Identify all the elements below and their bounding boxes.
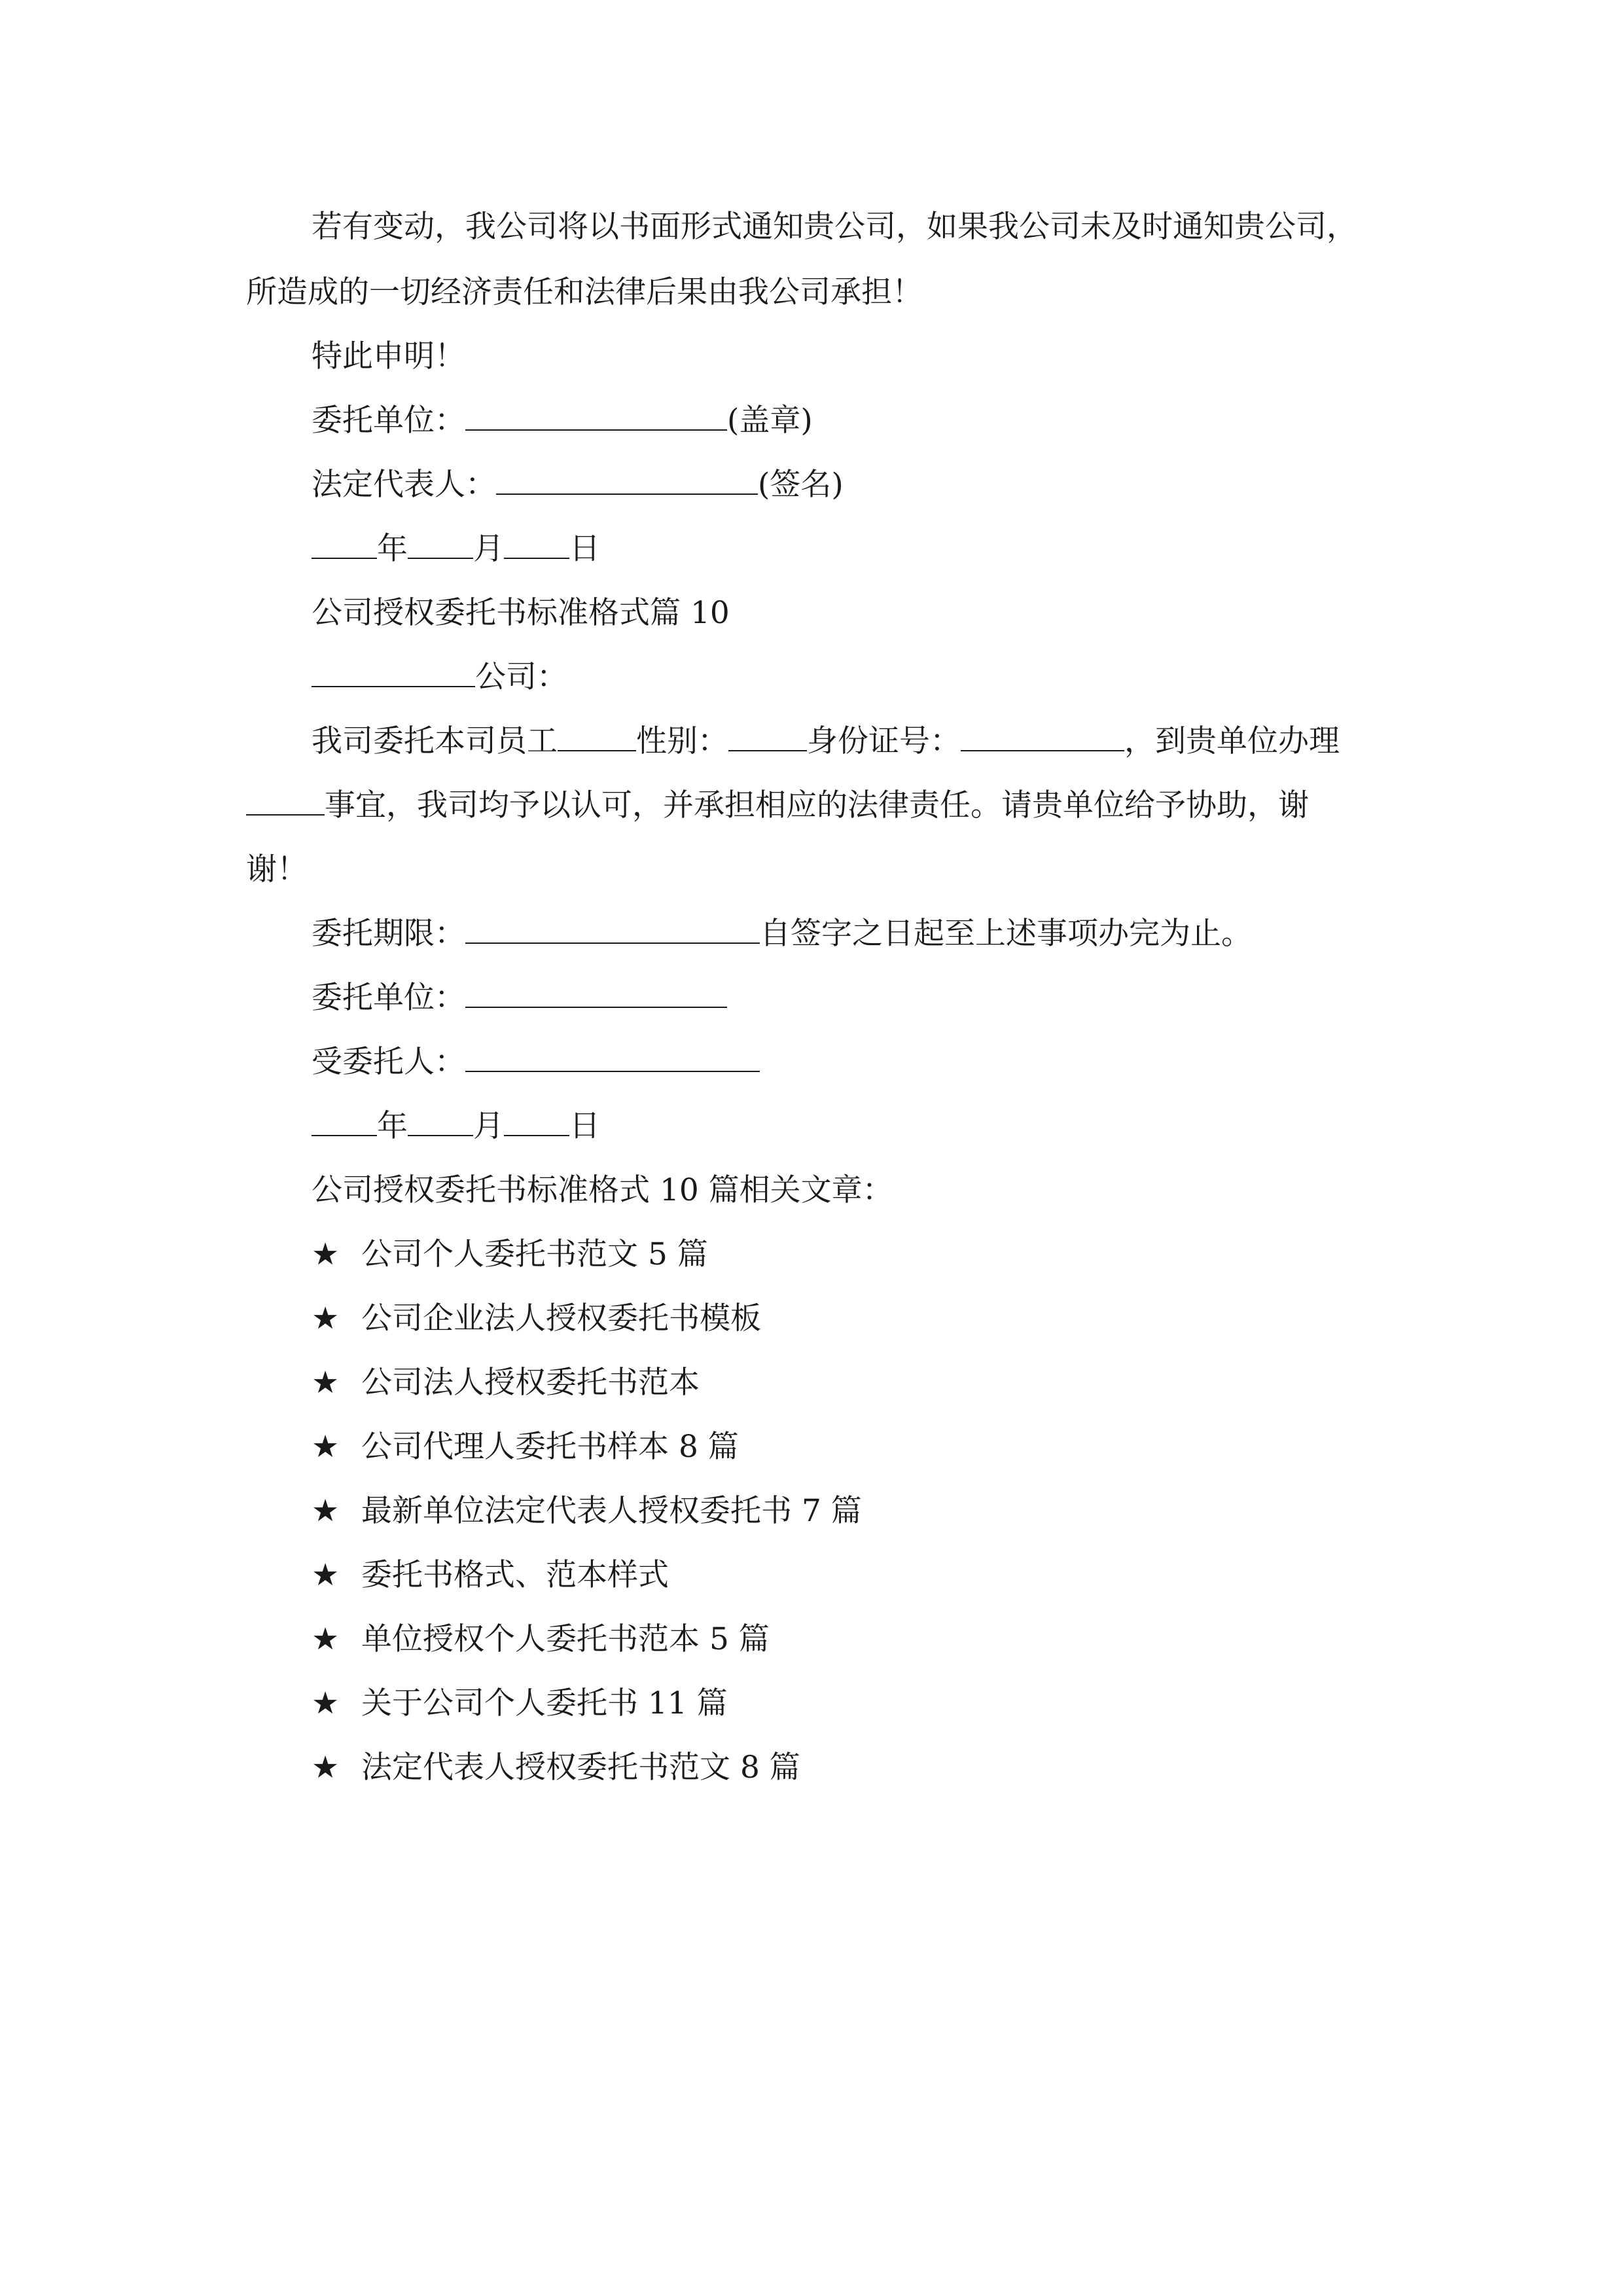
date1-year: 年 xyxy=(377,531,408,567)
related-item[interactable] xyxy=(312,1427,739,1467)
article10-body-line3 xyxy=(246,850,308,889)
date1-line xyxy=(312,529,600,569)
sig1-unit-suffix: (盖章) xyxy=(727,403,813,439)
sig1-rep-suffix: (签名) xyxy=(758,467,844,503)
id-blank xyxy=(961,724,1124,751)
period-label: 委托期限： xyxy=(312,916,465,952)
article10-recipient xyxy=(312,658,567,697)
related-item-link[interactable]: 公司个人委托书范文 5 篇 xyxy=(361,1236,708,1272)
date2-line xyxy=(312,1107,600,1146)
a10-unit-blank xyxy=(465,980,727,1008)
star-icon: ★ xyxy=(312,1236,340,1272)
body-id: 身份证号： xyxy=(807,723,961,759)
related-item-link[interactable]: 公司代理人委托书样本 8 篇 xyxy=(361,1429,739,1465)
a10-unit-label: 委托单位： xyxy=(312,980,465,1016)
related-item[interactable] xyxy=(312,1235,708,1274)
related-item[interactable] xyxy=(312,1620,770,1659)
matter-blank xyxy=(246,788,325,816)
sig1-rep-label: 法定代表人： xyxy=(312,467,496,503)
related-item-link[interactable]: 公司法人授权委托书范本 xyxy=(361,1365,700,1401)
article10-heading-text: 公司授权委托书标准格式篇 10 xyxy=(312,595,730,631)
sig1-unit-line xyxy=(312,401,813,440)
related-item-link[interactable]: 委托书格式、范本样式 xyxy=(361,1557,669,1593)
trustee-label: 受委托人： xyxy=(312,1044,465,1080)
related-item-link[interactable]: 关于公司个人委托书 11 篇 xyxy=(361,1685,728,1721)
body-line3: 谢！ xyxy=(246,852,308,888)
star-icon: ★ xyxy=(312,1749,340,1785)
period-suffix: 自签字之日起至上述事项办完为止。 xyxy=(760,916,1252,952)
trustee-blank xyxy=(465,1045,760,1072)
article10-body-line2 xyxy=(246,786,1309,825)
body-part1: 我司委托本司员工 xyxy=(312,723,558,759)
sig1-unit-label: 委托单位： xyxy=(312,403,465,439)
recipient-blank xyxy=(312,660,475,687)
change-text-1: 若有变动，我公司将以书面形式通知贵公司，如果我公司未及时通知贵公司， xyxy=(312,209,1357,245)
body-gender: 性别： xyxy=(636,723,728,759)
article10-body-line1 xyxy=(312,722,1340,761)
paragraph-change-line2 xyxy=(246,273,923,312)
date2-day-blank xyxy=(504,1109,569,1136)
related-item[interactable] xyxy=(312,1684,728,1723)
date1-day-blank xyxy=(504,531,569,559)
related-item[interactable] xyxy=(312,1363,700,1403)
related-item[interactable] xyxy=(312,1556,669,1595)
body-to: ，到贵单位办理 xyxy=(1124,723,1340,759)
related-heading xyxy=(312,1171,893,1210)
date2-year: 年 xyxy=(377,1108,408,1144)
related-item[interactable] xyxy=(312,1748,800,1787)
date1-day: 日 xyxy=(569,531,600,567)
statement xyxy=(312,337,465,376)
star-icon: ★ xyxy=(312,1685,340,1721)
article10-trustee xyxy=(312,1043,760,1082)
date2-year-blank xyxy=(312,1109,377,1136)
related-item-link[interactable]: 公司企业法人授权委托书模板 xyxy=(361,1300,761,1336)
gender-blank xyxy=(728,724,807,751)
related-heading-text: 公司授权委托书标准格式 10 篇相关文章： xyxy=(312,1172,893,1208)
star-icon: ★ xyxy=(312,1365,340,1401)
date1-month-blank xyxy=(408,531,473,559)
date2-month-blank xyxy=(408,1109,473,1136)
sig1-rep-line xyxy=(312,465,844,505)
related-item-link[interactable]: 最新单位法定代表人授权委托书 7 篇 xyxy=(361,1493,862,1529)
paragraph-change-line1 xyxy=(312,207,1377,247)
related-item[interactable] xyxy=(312,1492,862,1531)
date1-month: 月 xyxy=(473,531,504,567)
date2-month: 月 xyxy=(473,1108,504,1144)
period-blank xyxy=(465,916,760,944)
body-line2: 事宜，我司均予以认可，并承担相应的法律责任。请贵单位给予协助，谢 xyxy=(325,787,1309,823)
star-icon: ★ xyxy=(312,1493,340,1529)
date1-year-blank xyxy=(312,531,377,559)
star-icon: ★ xyxy=(312,1429,340,1465)
related-item-link[interactable]: 法定代表人授权委托书范文 8 篇 xyxy=(361,1749,800,1785)
change-text-2: 所造成的一切经济责任和法律后果由我公司承担！ xyxy=(246,274,923,310)
statement-text: 特此申明！ xyxy=(312,338,465,374)
sig1-rep-blank xyxy=(496,467,758,495)
article10-heading xyxy=(312,594,730,633)
sig1-unit-blank xyxy=(465,403,727,431)
article10-unit xyxy=(312,978,727,1018)
star-icon: ★ xyxy=(312,1557,340,1593)
employee-blank xyxy=(558,724,636,751)
article10-period xyxy=(312,914,1252,954)
related-item-link[interactable]: 单位授权个人委托书范本 5 篇 xyxy=(361,1621,770,1657)
star-icon: ★ xyxy=(312,1300,340,1336)
star-icon: ★ xyxy=(312,1621,340,1657)
related-item[interactable] xyxy=(312,1299,761,1338)
recipient-suffix: 公司： xyxy=(475,659,567,695)
date2-day: 日 xyxy=(569,1108,600,1144)
